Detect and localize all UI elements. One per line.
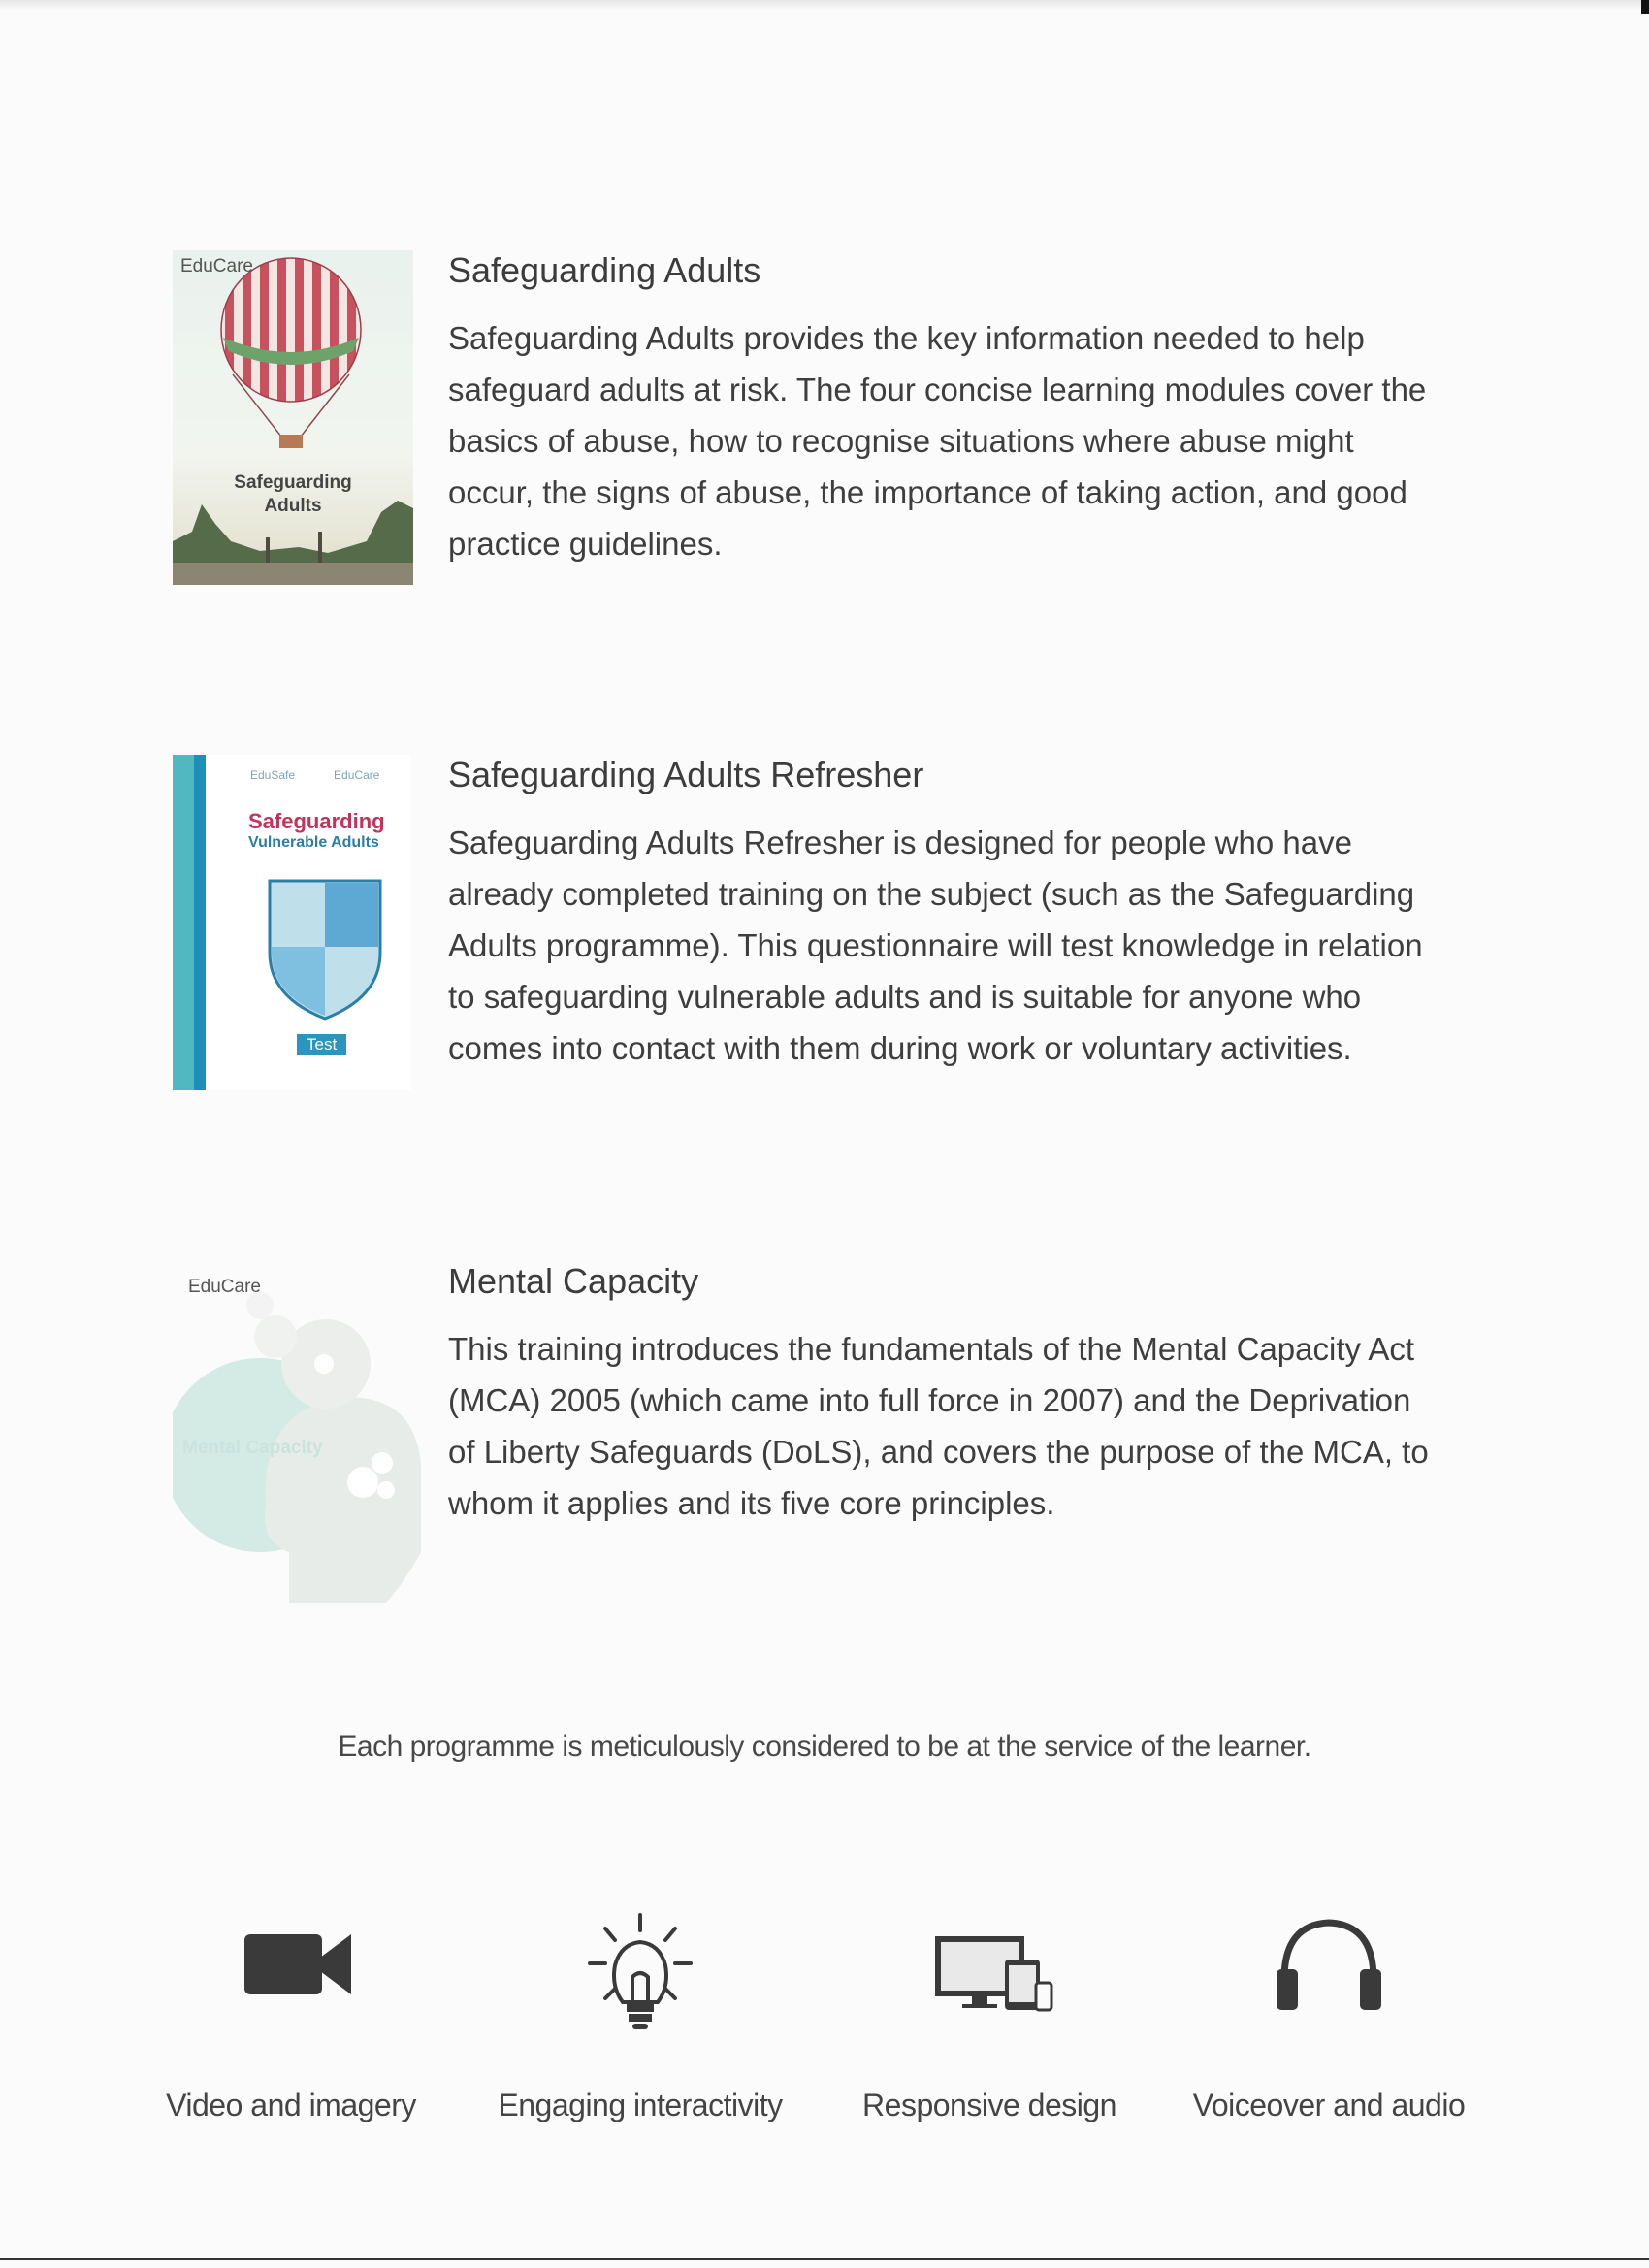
thumbnail-teal-band: [173, 755, 194, 1090]
feature-video: [116, 1901, 466, 2122]
thumbnail-brand: EduCare: [180, 256, 253, 276]
video-camera-icon: [223, 1901, 359, 2018]
lightbulb-icon: [572, 1901, 708, 2047]
course-text: [448, 1261, 1438, 1529]
shield-icon: [266, 877, 384, 1022]
thumbnail-label-line2: Adults: [264, 496, 322, 516]
course-title: Safeguarding Adults Refresher: [448, 755, 924, 794]
thumbnail-label-line1: Safeguarding: [248, 809, 385, 833]
thumbnail-brand-edusafe: EduSafe: [250, 768, 296, 782]
scan-edge-top: [0, 0, 1649, 10]
course-title: Safeguarding Adults: [448, 250, 761, 290]
thumbnail-label-line1: Safeguarding: [234, 472, 352, 493]
course-thumbnail-safeguarding-adults: [173, 250, 413, 585]
course-thumbnail-refresher: [173, 755, 411, 1090]
feature-label: Responsive design: [862, 2088, 1116, 2122]
feature-label: Voiceover and audio: [1192, 2088, 1466, 2122]
feature-responsive: [815, 1901, 1164, 2122]
thumbnail-blue-band: [194, 755, 206, 1090]
feature-label: Engaging interactivity: [498, 2088, 783, 2122]
course-description: Safeguarding Adults provides the key information needed to help safeguard adults at risk. The four concise learning modules cover the basics of abuse, how to recognise situations where abuse might occur, the signs of abuse, the importance of taking action, and good practice guidelines.: [448, 320, 1427, 562]
thumbnail-label: Mental Capacity: [182, 1438, 323, 1458]
hot-air-balloon-illustration: [173, 250, 413, 585]
thumbnail-label-line2: Vulnerable Adults: [248, 834, 379, 851]
test-badge: Test: [297, 1034, 346, 1055]
course-description: Safeguarding Adults Refresher is designed for people who have already completed training on the subject (such as the Safeguarding Adults programme). This questionnaire will test knowledge in relation to safeguarding vulnerable adults and is suitable for anyone who comes into contact with them during work or voluntary activities.: [448, 825, 1423, 1066]
head-silhouette-illustration: [173, 1261, 421, 1603]
scan-edge-mark: [1641, 0, 1649, 14]
course-title: Mental Capacity: [448, 1261, 699, 1301]
headphones-icon: [1261, 1901, 1397, 2018]
thumbnail-brand: EduCare: [188, 1277, 261, 1297]
page-bottom-rule: [0, 2258, 1649, 2260]
devices-icon: [912, 1901, 1067, 2018]
course-description: This training introduces the fundamentals of the Mental Capacity Act (MCA) 2005 (which came into full force in 2007) and the Deprivation of Liberty Safeguards (DoLS), and covers the purpose of the MCA, to whom it applies and its five core principles.: [448, 1331, 1429, 1521]
course-thumbnail-mental-capacity: [173, 1261, 421, 1603]
course-text: [448, 755, 1438, 1074]
thumbnail-brands: [250, 768, 411, 782]
course-text: [448, 250, 1438, 569]
feature-interactivity: [466, 1901, 815, 2122]
thumbnail-label: [173, 471, 413, 518]
thumbnail-brand-educare: EduCare: [334, 768, 380, 782]
tagline: Each programme is meticulously considered to be at the service of the learner.: [338, 1731, 1311, 1763]
feature-audio: [1154, 1901, 1504, 2122]
feature-label: Video and imagery: [166, 2088, 416, 2122]
